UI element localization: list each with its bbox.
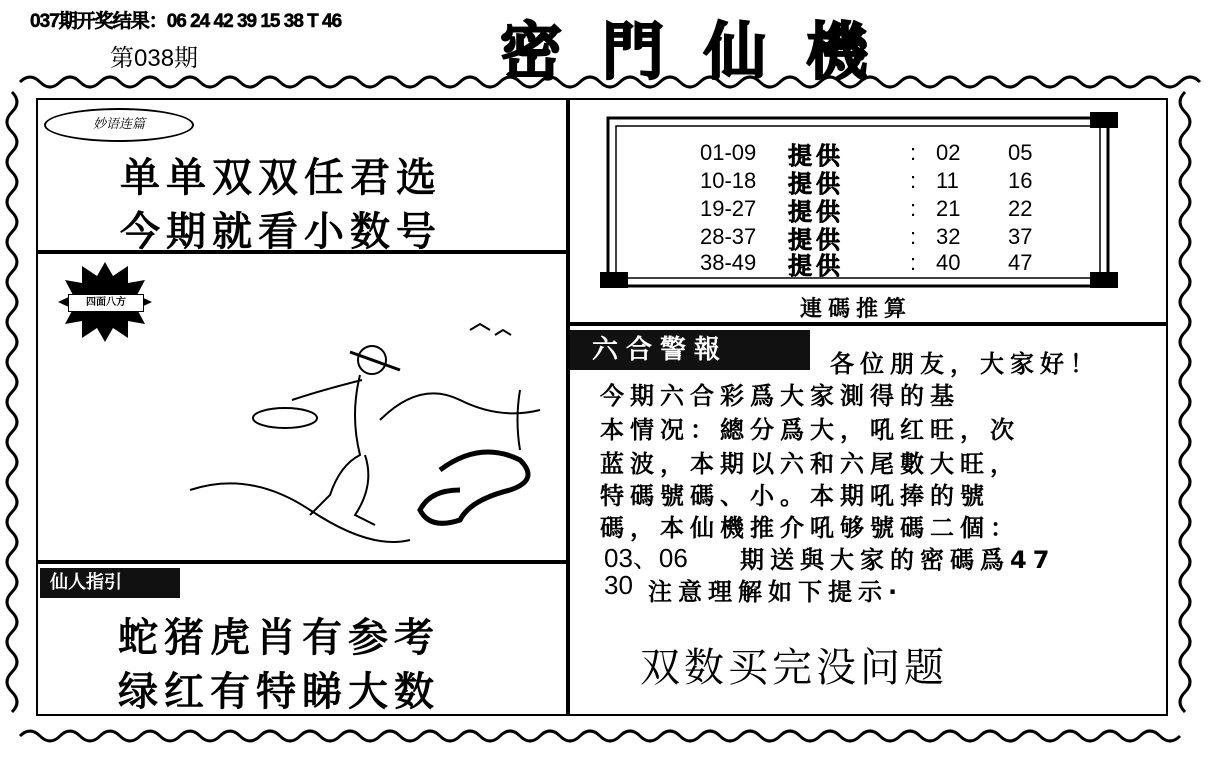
left-top-line2: 今期就看小数号 bbox=[120, 209, 442, 255]
provide-label: 提供 bbox=[788, 253, 844, 280]
number-b: 37 bbox=[1008, 224, 1033, 249]
number-table-panel bbox=[568, 98, 1168, 324]
provide-label: 提供 bbox=[788, 171, 844, 198]
provide-label: 提供 bbox=[788, 199, 844, 226]
left-bottom-line2: 绿红有特睇大数 bbox=[118, 669, 440, 715]
range-label: 01-09 bbox=[700, 140, 757, 165]
bottom-right-text: 双数买完没问题 bbox=[640, 645, 948, 691]
number-a: 32 bbox=[936, 224, 961, 249]
alert-line: 碼，本仙機推介吼够號碼二個： bbox=[600, 514, 1020, 542]
starburst-label: 四面八方 bbox=[68, 294, 144, 312]
number-a: 02 bbox=[936, 140, 961, 165]
alert-line: 期送與大家的密碼爲47 bbox=[740, 546, 1056, 574]
table-caption: 連碼推算 bbox=[800, 297, 913, 322]
left-top-line1: 单单双双任君选 bbox=[120, 155, 442, 201]
alert-line: 注意理解如下提示· bbox=[648, 578, 904, 606]
left-top-tag: 妙语连篇 bbox=[44, 108, 194, 142]
alert-number: 30 bbox=[604, 570, 633, 600]
provide-label: 提供 bbox=[788, 143, 844, 170]
range-label: 19-27 bbox=[700, 196, 757, 221]
number-b: 22 bbox=[1008, 196, 1033, 221]
page-title: 密門仙機 bbox=[500, 15, 909, 88]
left-bottom-line1: 蛇猪虎肖有参考 bbox=[118, 615, 440, 661]
alert-line: 蓝波，本期以六和六尾數大旺， bbox=[600, 450, 1020, 478]
alert-line: 本情况：總分爲大，吼红旺，次 bbox=[600, 416, 1020, 444]
number-a: 21 bbox=[936, 196, 961, 221]
range-label: 38-49 bbox=[700, 250, 757, 275]
number-b: 47 bbox=[1008, 250, 1033, 275]
issue-number: 第038期 bbox=[110, 45, 199, 72]
alert-numbers: 03、06 bbox=[604, 543, 688, 573]
number-a: 40 bbox=[936, 250, 961, 275]
alert-line: 特碼號碼、小。本期吼捧的號 bbox=[600, 482, 990, 510]
alert-tag: 六合警報 bbox=[570, 330, 810, 370]
left-bottom-tag: 仙人指引 bbox=[40, 568, 180, 598]
range-label: 10-18 bbox=[700, 168, 757, 193]
number-b: 16 bbox=[1008, 168, 1033, 193]
alert-line: 今期六合彩爲大家測得的基 bbox=[600, 382, 960, 410]
range-label: 28-37 bbox=[700, 224, 757, 249]
last-draw-result: 037期开奖结果：06 24 42 39 15 38 T 46 bbox=[30, 11, 342, 32]
number-b: 05 bbox=[1008, 140, 1033, 165]
alert-greeting: 各位朋友，大家好！ bbox=[830, 350, 1100, 378]
number-a: 11 bbox=[936, 168, 959, 193]
provide-label: 提供 bbox=[788, 227, 844, 254]
